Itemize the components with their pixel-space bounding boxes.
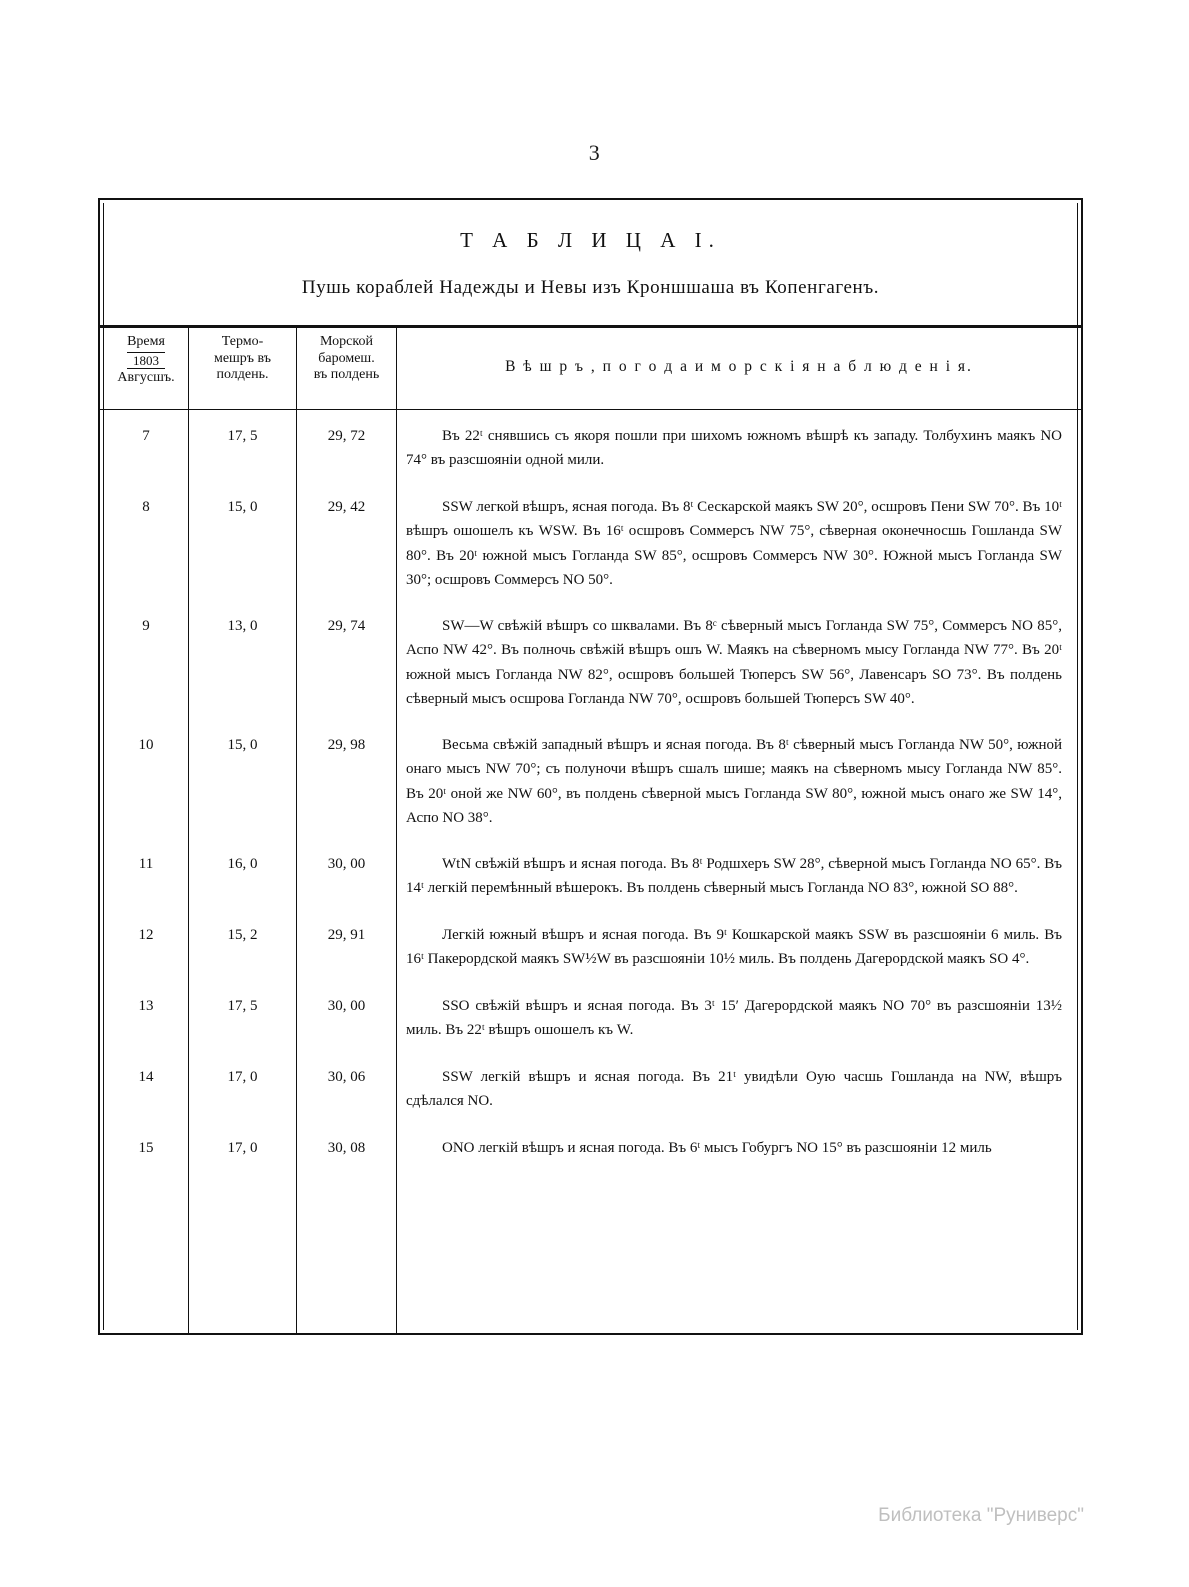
column-header-barometer-line1: Морской xyxy=(320,334,373,349)
cell-observations xyxy=(400,410,1068,473)
observation-text: Легкiй южный вѣшръ и ясная погода. Въ 9ᵗ Кошкарской маякъ SSW въ разсшоянiи 6 миль. Въ 16ᵗ Пакерордской маякъ SW½W въ разсшоянiи 10½ миль. Въ полдень Дагерордской маякъ SO 4°. xyxy=(406,927,1062,968)
table-subtitle: Пушь кораблей Надежды и Невы изъ Кроншшаша въ Копенгагенъ. xyxy=(301,277,880,298)
cell-thermometer: 17, 5 xyxy=(227,428,258,444)
cell-thermometer: 16, 0 xyxy=(227,856,258,872)
cell-date: 13 xyxy=(138,998,154,1014)
cell-observations xyxy=(400,719,1068,830)
table-title: Т А Б Л И Ц А I. xyxy=(460,228,721,252)
table-row xyxy=(100,1122,1081,1168)
column-header-barometer-line2: баромеш. xyxy=(318,350,375,366)
observation-text: ONO легкiй вѣшръ и ясная погода. Въ 6ᵗ мысъ Гобургъ NO 15° въ разсшоянiи 12 миль xyxy=(442,1140,992,1156)
table-row xyxy=(100,410,1081,481)
cell-barometer: 30, 00 xyxy=(327,998,366,1014)
page-number: 3 xyxy=(588,140,601,165)
cell-observations xyxy=(400,1122,1068,1160)
cell-thermometer: 15, 0 xyxy=(227,737,258,753)
cell-date: 7 xyxy=(142,428,150,444)
cell-date: 10 xyxy=(138,737,154,753)
column-header-observations: В ѣ ш р ъ , п о г о д а и м о р с к і я н а б л ю д е н і я. xyxy=(505,358,973,375)
cell-observations xyxy=(400,600,1068,711)
observation-text: SSO свѣжiй вѣшръ и ясная погода. Въ 3ᵗ 15′ Дагерордской маякъ NO 70° въ разсшоянiи 13½ миль. Въ 22ᵗ вѣшръ ошошелъ къ W. xyxy=(406,998,1062,1039)
library-watermark: Библиотека "Руниверс" xyxy=(878,1505,1084,1526)
cell-observations xyxy=(400,481,1068,592)
cell-observations xyxy=(400,1051,1068,1114)
cell-barometer: 29, 72 xyxy=(327,428,366,444)
cell-date: 15 xyxy=(138,1140,154,1156)
observation-text: SSW легкiй вѣшръ и ясная погода. Въ 21ᵗ увидѣли Oую часшь Гошланда на NW, вѣшръ сдѣлался NO. xyxy=(406,1069,1062,1110)
table-row xyxy=(100,719,1081,838)
cell-date: 12 xyxy=(138,927,154,943)
cell-date: 14 xyxy=(138,1069,154,1085)
table-row xyxy=(100,1051,1081,1122)
observation-text: Въ 22ᵗ снявшись съ якоря пошли при шихомъ южномъ вѣшрѣ къ западу. Толбухинъ маякъ NO 74° въ разсшоянiи одной мили. xyxy=(406,428,1062,469)
cell-barometer: 29, 98 xyxy=(327,737,366,753)
cell-observations xyxy=(400,909,1068,972)
cell-observations xyxy=(400,838,1068,901)
column-header-thermometer-line2: мешръ въ xyxy=(213,350,272,366)
table-title-block xyxy=(100,200,1081,328)
observation-text: Весьма свѣжiй западный вѣшръ и ясная погода. Въ 8ᵗ сѣверный мысъ Гогланда NW 50°, южной онаго мысъ NW 70°; съ полуночи вѣшръ сшалъ шише; маякъ на сѣверномъ мысу Гогланда NW 85°. Въ 20ᵗ оной же NW 60°, въ полдень сѣверной мысъ Гогланда SW 80°, южной мысъ онаго же SW 14°, Аспо NO 38°. xyxy=(406,737,1062,826)
column-header-thermometer-line1: Термо- xyxy=(221,334,264,349)
cell-thermometer: 15, 0 xyxy=(227,499,258,515)
observation-text: WtN свѣжiй вѣшръ и ясная погода. Въ 8ᵗ Родшхеръ SW 28°, сѣверной мысъ Гогланда NO 65°. Въ 14ᵗ легкiй перемѣнный вѣшерокъ. Въ полдень сѣверный мысъ Гогланда NO 83°, южной SO 88°. xyxy=(406,856,1062,897)
cell-thermometer: 13, 0 xyxy=(227,618,258,634)
observation-text: SSW легкой вѣшръ, ясная погода. Въ 8ᵗ Сескарской маякъ SW 20°, осшровъ Пени SW 70°. Въ 10ᵗ вѣшръ ошошелъ къ WSW. Въ 16ᵗ осшровъ Соммерсъ NW 75°, сѣверная оконечносшь Гошланда SW 80°. Въ 20ᵗ южной мысъ Гогланда SW 85°, осшровъ Соммерсъ NW 30°. Южной мысъ Гогланда SW 30°; осшровъ Соммерсъ NO 50°. xyxy=(406,499,1062,588)
table-row xyxy=(100,838,1081,909)
column-header-date-line1: Время xyxy=(127,334,165,349)
table-row xyxy=(100,600,1081,719)
column-header-barometer-line3: въ полдень xyxy=(313,367,380,383)
table-frame xyxy=(98,198,1083,1335)
table-row xyxy=(100,980,1081,1051)
table-body xyxy=(100,410,1081,1333)
cell-barometer: 29, 91 xyxy=(327,927,366,943)
cell-thermometer: 17, 0 xyxy=(227,1140,258,1156)
column-header-thermometer-line3: полдень. xyxy=(216,367,269,383)
cell-thermometer: 17, 0 xyxy=(227,1069,258,1085)
cell-date: 9 xyxy=(142,618,150,634)
cell-barometer: 30, 08 xyxy=(327,1140,366,1156)
cell-barometer: 29, 74 xyxy=(327,618,366,634)
observation-text: SW—W свѣжiй вѣшръ со шквалами. Въ 8ᶜ сѣверный мысъ Гогланда SW 75°, Соммерсъ NO 85°, Аспо NW 42°. Въ полночь свѣжiй вѣшръ ошъ W. Маякъ на сѣверномъ мысу Гогланда NW 77°. Въ 20ᵗ южной мысъ Гогланда NW 82°, осшровъ большей Тюперсъ SW 56°, Лавенсаръ SO 73°. Въ полдень сѣверный мысъ осшрова Гогланда NW 70°, осшровъ большей Тюперсъ SW 40°. xyxy=(406,618,1062,707)
cell-date: 8 xyxy=(142,499,150,515)
cell-date: 11 xyxy=(138,856,154,872)
table-row xyxy=(100,481,1081,600)
cell-barometer: 30, 06 xyxy=(327,1069,366,1085)
column-header-thermometer xyxy=(189,328,296,410)
column-header-barometer xyxy=(297,328,396,410)
cell-barometer: 29, 42 xyxy=(327,499,366,515)
table-row xyxy=(100,909,1081,980)
column-header-date-line3: Авгусшъ. xyxy=(117,370,175,386)
column-header-date-year: 1803 xyxy=(127,352,165,369)
column-header-date xyxy=(104,328,188,410)
cell-observations xyxy=(400,980,1068,1043)
cell-thermometer: 15, 2 xyxy=(227,927,258,943)
cell-barometer: 30, 00 xyxy=(327,856,366,872)
cell-thermometer: 17, 5 xyxy=(227,998,258,1014)
